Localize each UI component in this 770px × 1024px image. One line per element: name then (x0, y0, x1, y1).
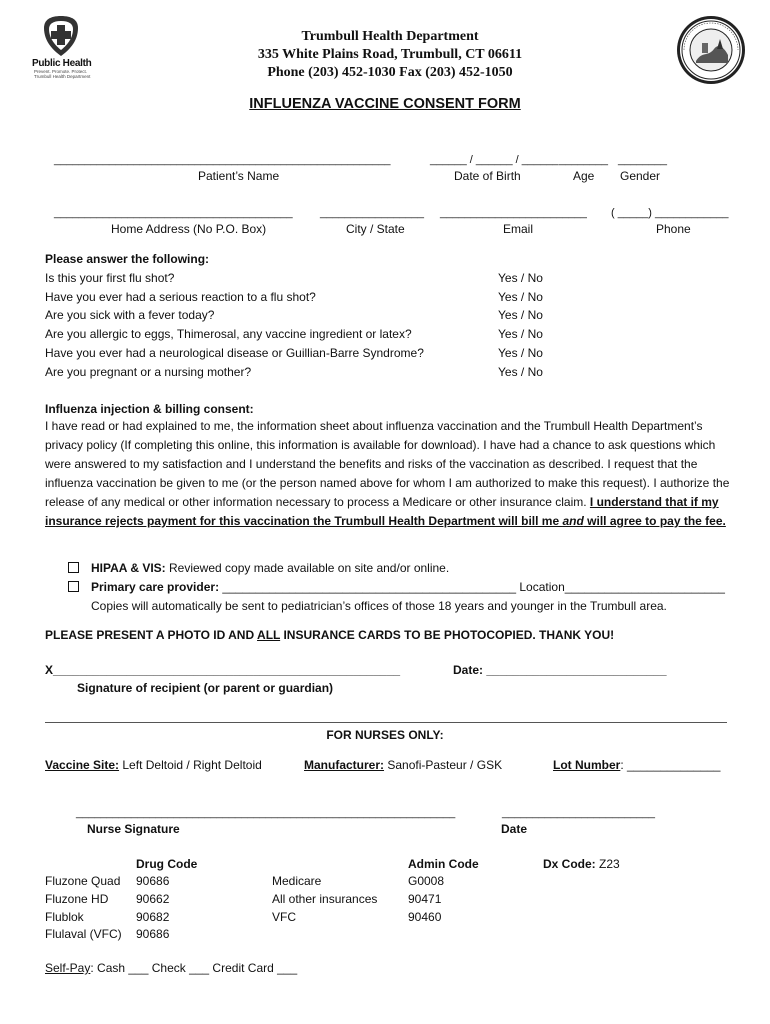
answer-3-yes-no[interactable]: Yes / No (498, 308, 543, 322)
header-address: 335 White Plains Road, Trumbull, CT 06611 (257, 47, 523, 62)
phone-label: Phone (656, 222, 691, 236)
admin-payer: All other insurances (272, 892, 378, 906)
vaccine-site-label: Vaccine Site: (45, 758, 120, 772)
signature-label: Signature of recipient (or parent or guardian) (77, 681, 334, 695)
self-pay-label: Self-Pay (45, 961, 91, 975)
self-pay-options[interactable]: : Cash ___ Check ___ Credit Card ___ (90, 961, 298, 975)
answer-1-yes-no[interactable]: Yes / No (498, 271, 543, 285)
signature-line[interactable]: X____________________________________________________ (45, 663, 401, 677)
dob-line[interactable]: ______ / ______ / ______ (430, 154, 559, 166)
question-1: Is this your first flu shot? (45, 271, 175, 285)
consent-billing-part2: will agree to pay the fee. (583, 514, 726, 528)
primary-care-checkbox[interactable] (68, 581, 79, 592)
consent-body: I have read or had explained to me, the information sheet about influenza vaccination and the Trumbull Health Department’s privacy policy (If completing this online, this information is available for download). I have had a chance to ask questions which were answered to my satisfaction and I understand the benefits and risks of the vaccination as described. I request that the influenza vaccination be given to me (or the person named above for whom I am authorized to make this request). I authorize the release of any medical or other information necessary to process a Medicare or other insurance claim. (45, 419, 730, 509)
drug-code: 90682 (136, 910, 170, 924)
admin-payer: Medicare (272, 874, 322, 888)
city-state-label: City / State (346, 222, 405, 236)
home-address-label: Home Address (No P.O. Box) (111, 222, 267, 236)
dx-code (543, 857, 620, 871)
admin-payer: VFC (272, 910, 296, 924)
drug-name: Fluzone HD (45, 892, 109, 906)
admin-code: G0008 (408, 874, 445, 888)
consent-paragraph (45, 417, 735, 531)
gender-label: Gender (620, 169, 661, 183)
admin-code: 90460 (408, 910, 442, 924)
dx-code-label: Dx Code: (543, 857, 596, 871)
drug-name: Flublok (45, 910, 84, 924)
nurse-date-line[interactable]: _________________________ (502, 807, 655, 819)
email-line[interactable]: ________________________ (440, 207, 587, 219)
answer-4-yes-no[interactable]: Yes / No (498, 327, 543, 341)
primary-care-location-line[interactable]: ____________________________________________ Location________________________ (219, 580, 725, 594)
logo-tagline: Prevent. Promote. Protect. (34, 69, 88, 74)
drug-name: Flulaval (VFC) (45, 927, 122, 941)
header-org: Trumbull Health Department (301, 29, 479, 44)
age-label: Age (573, 169, 595, 183)
hipaa-label: HIPAA & VIS: (91, 561, 166, 575)
email-label: Email (503, 222, 534, 236)
self-pay-row (45, 961, 297, 975)
drug-code: 90686 (136, 874, 170, 888)
form-title: INFLUENZA VACCINE CONSENT FORM (249, 96, 521, 112)
home-address-line[interactable]: _______________________________________ (54, 207, 293, 219)
primary-care-row (91, 580, 725, 594)
manufacturer-value[interactable]: Sanofi-Pasteur / GSK (384, 758, 503, 772)
drug-code: 90686 (136, 927, 170, 941)
question-5: Have you ever had a neurological disease or Guillian-Barre Syndrome? (45, 346, 424, 360)
lot-number-label: Lot Number (553, 758, 621, 772)
primary-care-label: Primary care provider: (91, 580, 220, 594)
logo-text-public-health: Public Health (32, 58, 92, 69)
age-line[interactable]: ________ (559, 154, 608, 166)
drug-code-header: Drug Code (136, 857, 198, 871)
answer-5-yes-no[interactable]: Yes / No (498, 346, 543, 360)
photo-id-notice (45, 628, 614, 642)
nurses-heading: FOR NURSES ONLY: (326, 728, 444, 742)
answer-2-yes-no[interactable]: Yes / No (498, 290, 543, 304)
logo-department: Trumbull Health Department (34, 74, 91, 79)
dx-code-value: Z23 (595, 857, 620, 871)
hipaa-row (91, 561, 449, 575)
pediatrician-note: Copies will automatically be sent to pediatrician’s offices of those 18 years and younger in the Trumbull area. (91, 599, 667, 613)
header-phone-fax: Phone (203) 452-1030 Fax (203) 452-1050 (267, 65, 513, 80)
drug-code: 90662 (136, 892, 170, 906)
patient-name-label: Patient’s Name (198, 169, 280, 183)
photo-id-pre: PLEASE PRESENT A PHOTO ID AND (45, 628, 258, 642)
lot-number-row (553, 758, 720, 772)
signature-date-line[interactable]: Date: ___________________________ (453, 663, 667, 677)
questions-heading: Please answer the following: (45, 252, 210, 266)
admin-code-header: Admin Code (408, 857, 479, 871)
dob-label: Date of Birth (454, 169, 521, 183)
answer-6-yes-no[interactable]: Yes / No (498, 365, 543, 379)
vaccine-site-value[interactable]: Left Deltoid / Right Deltoid (119, 758, 262, 772)
question-4: Are you allergic to eggs, Thimerosal, any vaccine ingredient or latex? (45, 327, 412, 341)
city-state-line[interactable]: _________________ (320, 207, 425, 219)
gender-line[interactable]: ________ (618, 154, 667, 166)
hipaa-checkbox[interactable] (68, 562, 79, 573)
phone-line[interactable]: ( _____) ____________ (611, 207, 729, 219)
consent-billing-and: and (562, 514, 584, 528)
manufacturer-label: Manufacturer: (304, 758, 385, 772)
admin-code: 90471 (408, 892, 442, 906)
public-health-logo (38, 14, 84, 58)
question-6: Are you pregnant or a nursing mother? (45, 365, 252, 379)
nurse-signature-label: Nurse Signature (87, 822, 180, 836)
consent-billing-part1: I understand that if my insurance rejects payment for this vaccination the Trumbull Health Department will bill me (45, 495, 719, 528)
manufacturer-row (304, 758, 502, 772)
patient-name-line[interactable]: _______________________________________________________ (54, 154, 391, 166)
vaccine-site-row (45, 758, 262, 772)
consent-heading: Influenza injection & billing consent: (45, 402, 254, 416)
town-seal (676, 15, 746, 85)
nurse-signature-line[interactable]: ______________________________________________________________ (76, 807, 456, 819)
hipaa-text: Reviewed copy made available on site and/or online. (165, 561, 450, 575)
nurse-date-label: Date (501, 822, 528, 836)
lot-number-line[interactable]: : ______________ (620, 758, 721, 772)
photo-id-post: INSURANCE CARDS TO BE PHOTOCOPIED. THANK YOU! (280, 628, 615, 642)
question-3: Are you sick with a fever today? (45, 308, 215, 322)
drug-name: Fluzone Quad (45, 874, 121, 888)
question-2: Have you ever had a serious reaction to a flu shot? (45, 290, 316, 304)
divider (45, 722, 727, 723)
photo-id-all: ALL (257, 628, 281, 642)
